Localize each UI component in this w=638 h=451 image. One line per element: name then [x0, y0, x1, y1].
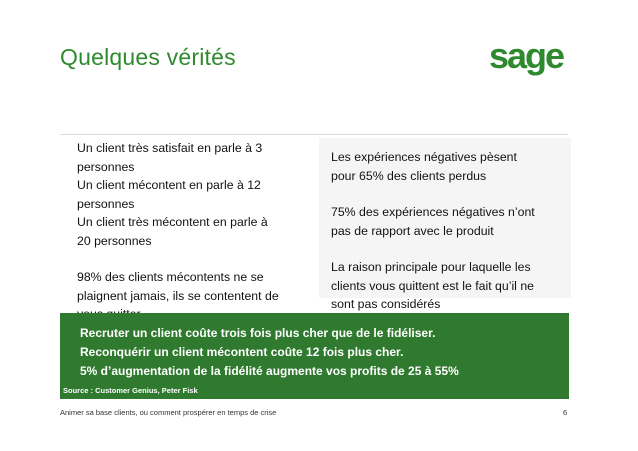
highlight-line: Reconquérir un client mécontent coûte 12 fois plus cher.	[80, 345, 404, 359]
right-column	[331, 148, 571, 314]
right-line: La raison principale pour laquelle les	[331, 260, 531, 274]
highlight-box	[60, 313, 569, 399]
right-line: clients vous quittent est le fait qu’il ne	[331, 278, 535, 293]
right-line: pour 65% des clients perdus	[331, 168, 487, 183]
left-line: Un client mécontent en parle à 12	[77, 178, 261, 192]
page-number: 6	[563, 408, 568, 417]
right-line: 75% des expériences négatives n’ont	[331, 205, 535, 219]
left-line: Un client très satisfait en parle à 3	[77, 141, 263, 155]
page-title: Quelques vérités	[60, 44, 236, 70]
divider	[60, 134, 568, 135]
left-line: 98% des clients mécontents ne se	[77, 270, 264, 284]
right-line: Les expériences négatives pèsent	[331, 150, 517, 164]
footer-text: Animer sa base clients, ou comment prospérer en temps de crise	[60, 408, 277, 417]
left-line: 20 personnes	[77, 233, 152, 248]
left-line: Un client très mécontent en parle à	[77, 215, 268, 229]
left-line: personnes	[77, 196, 135, 211]
right-line: pas de rapport avec le produit	[331, 223, 494, 238]
sage-logo: sage	[489, 35, 564, 76]
right-line: sont pas considérés	[331, 297, 441, 311]
source-citation: Source : Customer Genius, Peter Fisk	[63, 386, 198, 395]
left-line: plaignent jamais, ils se contentent de	[77, 288, 279, 303]
highlight-line: Recruter un client coûte trois fois plus cher que de le fidéliser.	[80, 326, 436, 340]
left-column	[77, 139, 309, 324]
left-line: personnes	[77, 159, 135, 174]
highlight-line: 5% d’augmentation de la fidélité augmente vos profits de 25 à 55%	[80, 364, 459, 378]
